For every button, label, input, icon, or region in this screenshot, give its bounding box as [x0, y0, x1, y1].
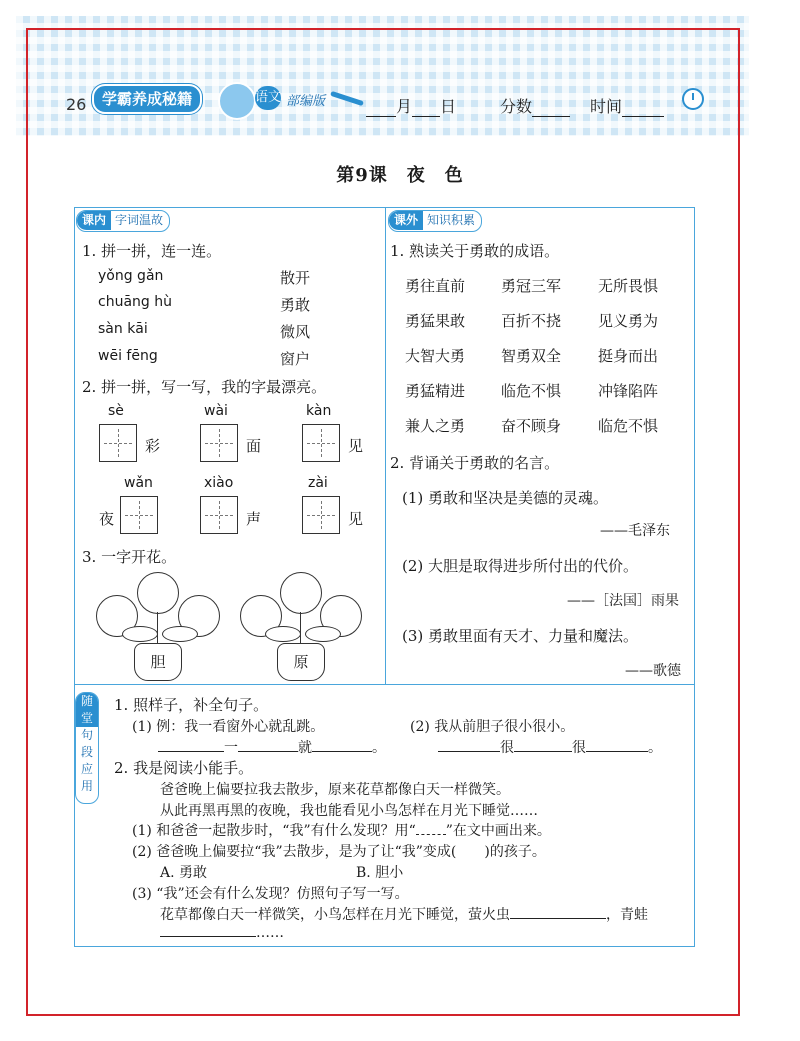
- tag-char: 用: [80, 779, 93, 793]
- answer-blank[interactable]: [158, 737, 224, 752]
- leaf: [162, 626, 198, 642]
- answer-blank[interactable]: [312, 737, 372, 752]
- question-2: 2. 我是阅读小能手。: [114, 759, 254, 777]
- grid-char: 见: [348, 437, 364, 455]
- flower-head: [280, 572, 322, 614]
- grid-pinyin: zài: [308, 475, 328, 491]
- writing-grid[interactable]: [302, 496, 340, 534]
- quote-text: (1) 勇敢和坚决是美德的灵魂。: [402, 489, 609, 507]
- idiom: 勇冠三军: [501, 277, 562, 295]
- writing-grid[interactable]: [200, 496, 238, 534]
- fill-word: 就: [298, 740, 312, 756]
- question-1: 1. 熟读关于勇敢的成语。: [390, 242, 560, 260]
- flower-head: [137, 572, 179, 614]
- grid-pinyin: wài: [204, 403, 228, 419]
- idiom: 勇猛精进: [405, 382, 466, 400]
- score-blank[interactable]: [532, 100, 570, 117]
- flower-pot[interactable]: 胆: [134, 643, 182, 681]
- grid-char: 面: [246, 437, 262, 455]
- idiom: 临危不惧: [501, 382, 562, 400]
- idiom: 百折不挠: [501, 312, 562, 330]
- quote-author: ——歌德: [625, 663, 681, 679]
- idiom: 勇猛果敢: [405, 312, 466, 330]
- idiom: 见义勇为: [598, 312, 659, 330]
- answer-blank[interactable]: [510, 904, 606, 919]
- flower-pot[interactable]: 原: [277, 643, 325, 681]
- answer-blank[interactable]: [586, 737, 648, 752]
- time-blank[interactable]: [622, 100, 664, 117]
- idiom: 大智大勇: [405, 347, 466, 365]
- tag-char: 应: [80, 762, 93, 776]
- clock-icon: [682, 88, 704, 110]
- writing-grid[interactable]: [99, 424, 137, 462]
- grid-pinyin: xiào: [204, 475, 234, 491]
- example-sentence: (1) 例：我一看窗外心就乱跳。: [132, 719, 325, 735]
- writing-grid[interactable]: [120, 496, 158, 534]
- question-3: 3. 一字开花。: [82, 548, 177, 566]
- grid-char: 见: [348, 510, 364, 528]
- sub-question-1: [132, 820, 551, 840]
- word-4[interactable]: 窗户: [280, 350, 311, 368]
- writing-grid[interactable]: [302, 424, 340, 462]
- sub-question-text: ……: [256, 925, 284, 941]
- question-2: 2. 背诵关于勇敢的名言。: [390, 454, 560, 472]
- subject-badge: 语文: [255, 86, 281, 110]
- grid-char: 声: [246, 510, 262, 528]
- grid-pinyin: kàn: [306, 403, 332, 419]
- passage-line: 爸爸晚上偏要拉我去散步，原来花草都像白天一样微笑。: [160, 782, 510, 798]
- word-1[interactable]: 散开: [280, 269, 311, 287]
- sub-question-text: (1) 和爸爸一起散步时，“我”有什么发现？用“: [132, 823, 416, 839]
- left-section-tag: [76, 210, 170, 232]
- option-a[interactable]: A. 勇敢: [160, 865, 208, 881]
- time-label: 时间: [590, 97, 623, 116]
- page-number: 26: [66, 95, 87, 114]
- time-field: [590, 94, 664, 117]
- sub-question-3-line: [160, 904, 648, 924]
- leaf: [305, 626, 341, 642]
- quote-text: (2) 大胆是取得进步所付出的代价。: [402, 557, 639, 575]
- brand-logo: 学霸养成秘籍: [92, 84, 202, 114]
- leaf: [265, 626, 301, 642]
- tag-char: 堂: [76, 710, 98, 727]
- month-blank[interactable]: [366, 100, 396, 117]
- idiom: 挺身而出: [598, 347, 659, 365]
- tag-text: 知识积累: [427, 213, 476, 227]
- idiom: 兼人之勇: [405, 417, 466, 435]
- pinyin-2: chuāng hù: [98, 294, 172, 310]
- fill-word: 一: [224, 740, 238, 756]
- example-sentence: (2) 我从前胆子很小很小。: [410, 719, 575, 735]
- grid-pinyin: sè: [108, 403, 124, 419]
- question-1: 1. 拼一拼，连一连。: [82, 242, 222, 260]
- sub-question-3: (3) “我”还会有什么发现？仿照句子写一写。: [132, 886, 409, 902]
- tag-chip: 课内: [77, 211, 111, 230]
- pinyin-3: sàn kāi: [98, 321, 148, 337]
- fill-word: 很: [500, 740, 514, 756]
- fill-word: 。: [372, 740, 386, 756]
- fill-word: 。: [648, 740, 662, 756]
- writing-grid[interactable]: [200, 424, 238, 462]
- word-3[interactable]: 微风: [280, 323, 311, 341]
- grid-pinyin: wǎn: [124, 475, 153, 491]
- idiom: 临危不惧: [598, 417, 659, 435]
- lesson-title: 第9课 夜 色: [336, 165, 464, 186]
- wavy-line-sample: [416, 822, 446, 835]
- owl-mascot-icon: [218, 82, 256, 120]
- tag-chip: 课外: [389, 211, 423, 230]
- idiom: 奋不顾身: [501, 417, 562, 435]
- fill-line-1: [158, 737, 386, 757]
- flower-stem: [157, 612, 158, 646]
- sub-question-text: 花草都像白天一样微笑，小鸟怎样在月光下睡觉，萤火虫: [160, 907, 510, 923]
- answer-blank[interactable]: [438, 737, 500, 752]
- quote-author: ——毛泽东: [600, 523, 670, 539]
- answer-blank[interactable]: [514, 737, 572, 752]
- idiom: 冲锋陷阵: [598, 382, 659, 400]
- tag-char: 句: [80, 728, 93, 742]
- sub-question-text: ”在文中画出来。: [445, 823, 551, 839]
- quote-text: (3) 勇敢里面有天才、力量和魔法。: [402, 627, 639, 645]
- fill-line-2: [438, 737, 662, 757]
- pinyin-1: yǒng gǎn: [98, 268, 164, 284]
- question-1: 1. 照样子，补全句子。: [114, 696, 269, 714]
- date-fields: [366, 94, 456, 117]
- option-b[interactable]: B. 胆小: [356, 865, 404, 881]
- month-label: 月: [396, 97, 413, 116]
- tag-text: 字词温故: [115, 213, 164, 227]
- leaf: [122, 626, 158, 642]
- quote-author: ——［法国］雨果: [567, 593, 679, 609]
- grid-char: 彩: [145, 437, 161, 455]
- idiom: 勇往直前: [405, 277, 466, 295]
- edition-label: 部编版: [286, 94, 326, 109]
- answer-blank[interactable]: [160, 922, 256, 937]
- idiom: 无所畏惧: [598, 277, 659, 295]
- fill-word: 很: [572, 740, 586, 756]
- sub-question-text: ，青蛙: [606, 907, 648, 923]
- tag-char: 段: [80, 745, 93, 759]
- pinyin-4: wēi fēng: [98, 348, 158, 364]
- question-2: 2. 拼一拼，写一写，我的字最漂亮。: [82, 378, 327, 396]
- score-field: [500, 94, 570, 117]
- passage-line: 从此再黑再黑的夜晚，我也能看见小鸟怎样在月光下睡觉……: [160, 803, 538, 819]
- bottom-section-tag: [75, 692, 99, 804]
- tag-char: 随: [76, 693, 98, 710]
- answer-blank[interactable]: [238, 737, 298, 752]
- score-label: 分数: [500, 97, 533, 116]
- flower-stem: [300, 612, 301, 646]
- sub-question-3-cont: [160, 922, 284, 941]
- grid-char: 夜: [99, 510, 115, 528]
- word-2[interactable]: 勇敢: [280, 296, 311, 314]
- day-label: 日: [440, 97, 457, 116]
- day-blank[interactable]: [412, 100, 440, 117]
- idiom: 智勇双全: [501, 347, 562, 365]
- right-section-tag: [388, 210, 482, 232]
- sub-question-2: (2) 爸爸晚上偏要拉“我”去散步，是为了让“我”变成( )的孩子。: [132, 844, 546, 860]
